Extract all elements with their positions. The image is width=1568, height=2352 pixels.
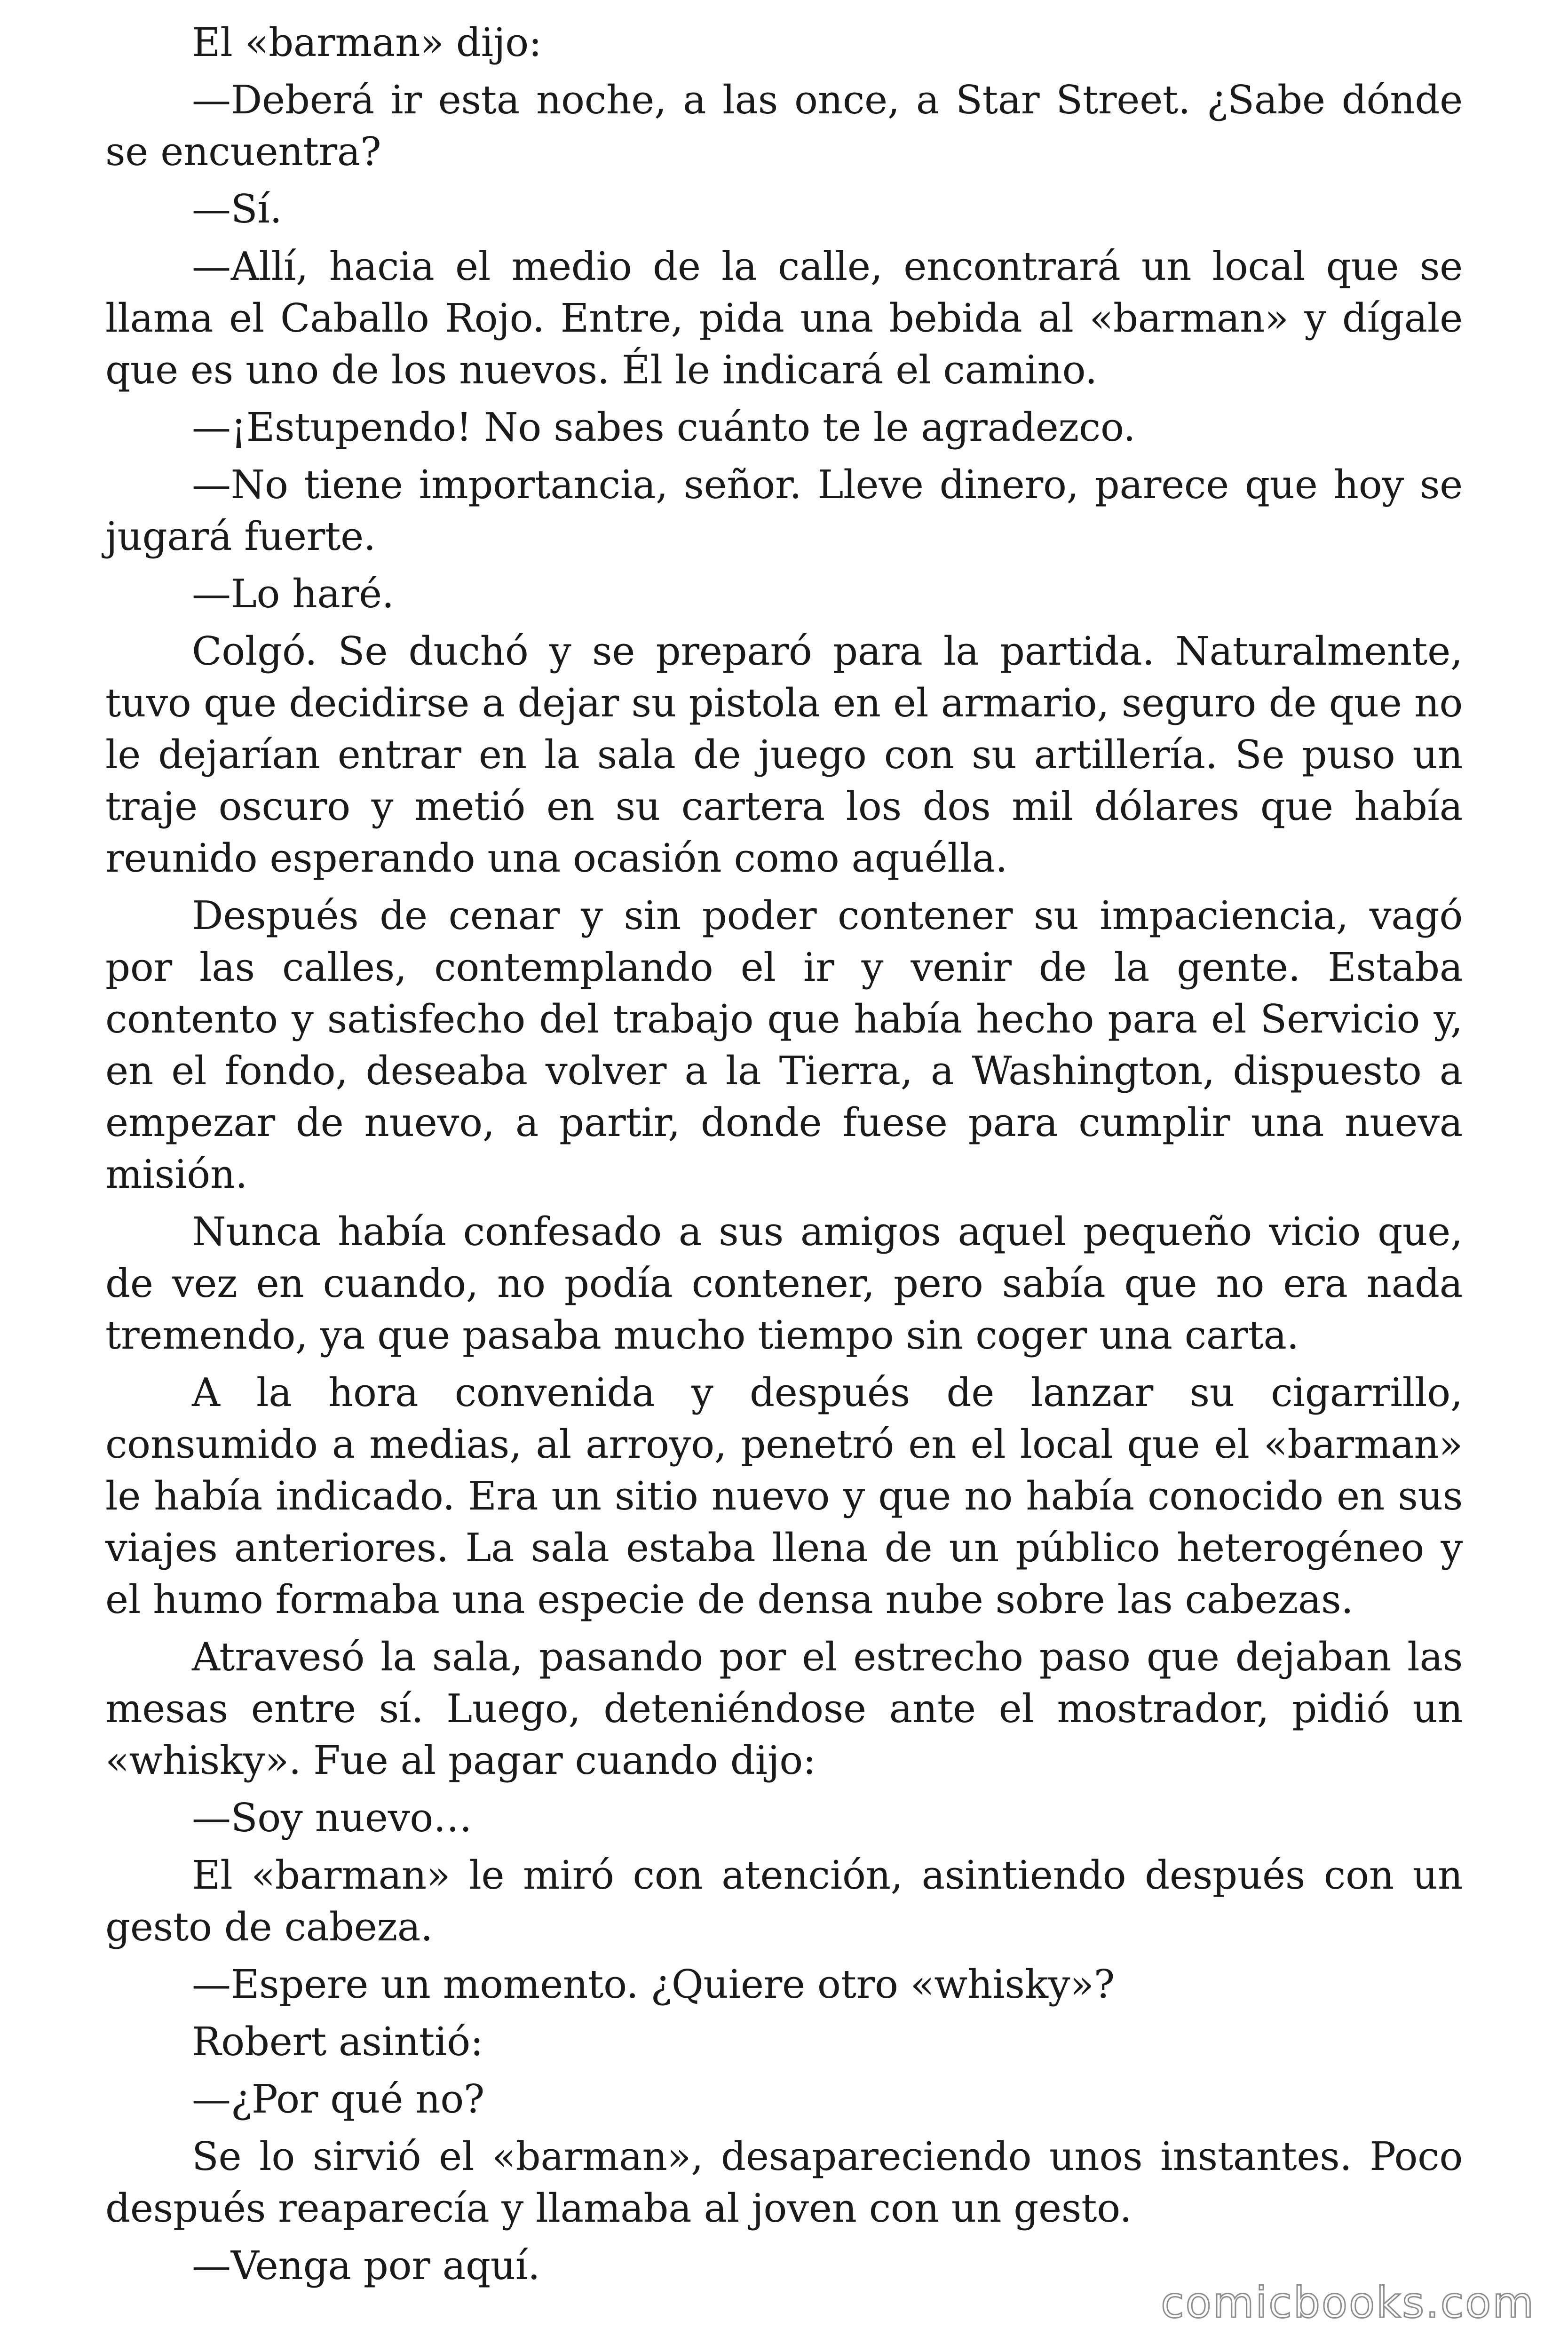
- paragraph: —Soy nuevo…: [192, 1795, 472, 1841]
- paragraph: Robert asintió:: [192, 2019, 483, 2065]
- paragraph: —Deberá ir esta noche, a las once, a Star Street. ¿Sabe dónde se encuentra?: [105, 77, 1463, 175]
- paragraph: —Lo haré.: [192, 571, 394, 617]
- paragraph: Nunca había confesado a sus amigos aquel pequeño vicio que, de vez en cuando, no podía contener, pero sabía que no era nada tremendo, ya que pasaba mucho tiempo sin coger una carta.: [105, 1209, 1463, 1358]
- paragraph: —¿Por qué no?: [192, 2076, 485, 2122]
- paragraph: El «barman» dijo:: [192, 20, 542, 65]
- page-body-text: [105, 17, 1463, 2297]
- paragraph: —Sí.: [192, 186, 282, 232]
- paragraph: Colgó. Se duchó y se preparó para la partida. Naturalmente, tuvo que decidirse a dejar su pistola en el armario, seguro de que no le dejarían entrar en la sala de juego con su artillería. Se puso un traje oscuro y metió en su cartera los dos mil dólares que había reunido esperando una ocasión como aquélla.: [105, 628, 1463, 881]
- paragraph: —¡Estupendo! No sabes cuánto te le agradezco.: [192, 405, 1136, 450]
- paragraph: —No tiene importancia, señor. Lleve dinero, parece que hoy se jugará fuerte.: [105, 462, 1463, 559]
- paragraph: —Venga por aquí.: [192, 2243, 540, 2288]
- paragraph: A la hora convenida y después de lanzar su cigarrillo, consumido a medias, al arroyo, penetró en el local que el «barman» le había indicado. Era un sitio nuevo y que no había conocido en sus viajes anteriores. La sala estaba llena de un público heterogéneo y el humo formaba una especie de densa nube sobre las cabezas.: [105, 1370, 1463, 1622]
- paragraph: Se lo sirvió el «barman», desapareciendo unos instantes. Poco después reaparecía y llamaba al joven con un gesto.: [105, 2134, 1463, 2231]
- site-watermark: comicbooks.com: [1161, 2278, 1535, 2328]
- paragraph: El «barman» le miró con atención, asintiendo después con un gesto de cabeza.: [105, 1852, 1463, 1950]
- paragraph: Atravesó la sala, pasando por el estrecho paso que dejaban las mesas entre sí. Luego, deteniéndose ante el mostrador, pidió un «whisky». Fue al pagar cuando dijo:: [105, 1634, 1463, 1783]
- paragraph: —Allí, hacia el medio de la calle, encontrará un local que se llama el Caballo Rojo. Entre, pida una bebida al «barman» y dígale que es uno de los nuevos. Él le indicará el camino.: [105, 244, 1463, 393]
- paragraph: Después de cenar y sin poder contener su impaciencia, vagó por las calles, contemplando el ir y venir de la gente. Estaba contento y satisfecho del trabajo que había hecho para el Servicio y, en el fondo, deseaba volver a la Tierra, a Washington, dispuesto a empezar de nuevo, a partir, donde fuese para cumplir una nueva misión.: [105, 893, 1463, 1197]
- paragraph: —Espere un momento. ¿Quiere otro «whisky»?: [192, 1962, 1115, 2007]
